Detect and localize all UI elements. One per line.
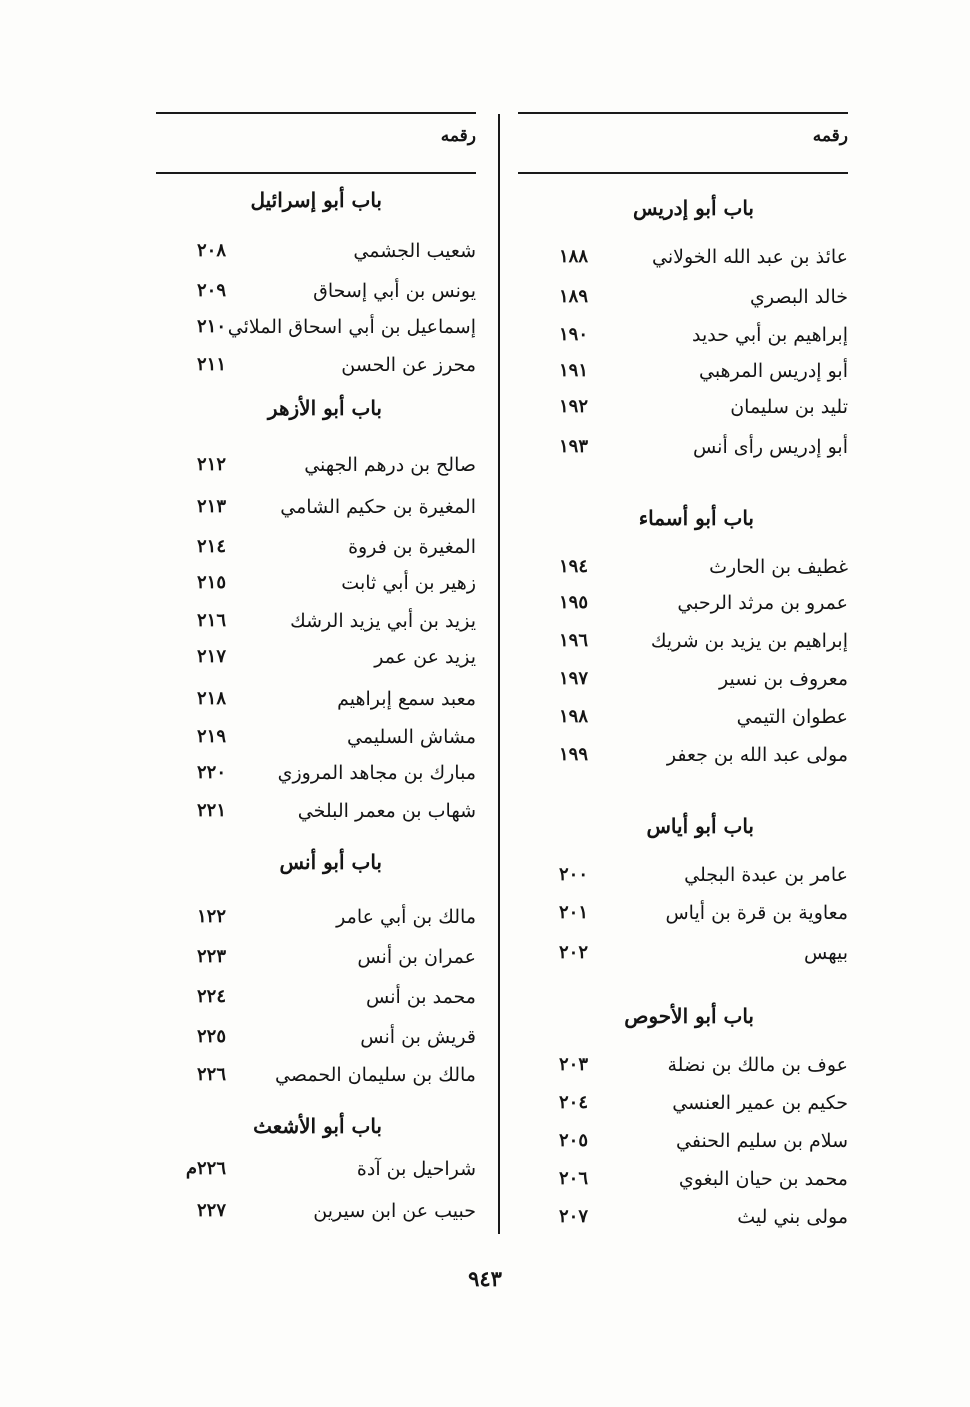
entry-name: يزيد عن عمر [374, 646, 476, 668]
section-heading-text: باب أبو أسماء [638, 506, 754, 530]
entry-name: محمد بن حيان البغوي [678, 1168, 848, 1190]
index-entry [518, 286, 848, 316]
entry-number: ١٩٨ [558, 706, 588, 727]
entry-name: مالك بن سليمان الحمصي [275, 1064, 476, 1086]
entry-name: مبارك بن مجاهد المروزي [277, 762, 476, 784]
entry-name: يزيد بن أبي يزيد الرشك [290, 610, 476, 632]
entry-name: أبو إدريس المرهبي [698, 360, 848, 382]
left-column [156, 112, 476, 1222]
entry-name: زهير بن أبي ثابت [341, 572, 476, 594]
entry-number: ٢٠٢ [558, 942, 588, 963]
entry-number: ٢٢١ [196, 800, 226, 821]
entry-number: ٢١٢ [196, 454, 226, 475]
column-header [156, 114, 476, 172]
header-rule [518, 172, 848, 174]
entry-number: ٢٠٥ [558, 1130, 588, 1151]
section-heading-text: باب أبو إدريس [632, 196, 754, 220]
index-entry [156, 536, 476, 566]
section-heading [518, 814, 848, 844]
entry-name: إبراهيم بن يزيد بن شريك [650, 630, 848, 652]
entry-name: حبيب عن ابن سيرين [313, 1200, 476, 1222]
entry-number: ٢٢٠ [196, 762, 226, 783]
entry-name: المغيرة بن فروة [348, 536, 476, 558]
entry-name: محرز عن الحسن [341, 354, 476, 376]
section-heading [518, 196, 848, 226]
entry-name: شعيب الجشمي [353, 240, 476, 262]
entry-number: ٢٢٧ [196, 1200, 226, 1221]
header-rule [156, 172, 476, 174]
entry-number: ٢١٨ [196, 688, 226, 709]
index-entry [156, 354, 476, 384]
entry-number: ٢٠٣ [558, 1054, 588, 1075]
index-entry [156, 1200, 476, 1230]
entry-number: ٢٢٦ [196, 1064, 226, 1085]
index-entry [518, 360, 848, 390]
entry-number: ٢١٠ [196, 316, 226, 337]
index-entry [518, 1206, 848, 1236]
index-entry [518, 436, 848, 466]
entry-name: عمرو بن مرثد الرحبي [677, 592, 848, 614]
section-heading-text: باب أبو أنس [279, 850, 382, 874]
entry-number: ٢٠٠ [558, 864, 588, 885]
section-heading-text: باب أبو إسرائيل [250, 188, 382, 212]
index-entry [518, 246, 848, 276]
entry-number: ٢٠٩ [196, 280, 226, 301]
right-column [518, 112, 848, 1228]
entry-name: تليد بن سليمان [730, 396, 848, 418]
entry-name: مالك بن أبي عامر [336, 906, 476, 928]
index-entry [518, 744, 848, 774]
entry-name: حكيم بن عمير العنسي [672, 1092, 848, 1114]
entry-name: معبد سمع إبراهيم [337, 688, 476, 710]
index-entry [518, 1130, 848, 1160]
entry-number: ١٨٩ [558, 286, 588, 307]
entry-number: ١٢٢ [196, 906, 226, 927]
index-entry [518, 902, 848, 932]
entry-name: محمد بن أنس [365, 986, 476, 1008]
entry-number: ٢١١ [196, 354, 226, 375]
entry-number: ١٩٤ [558, 556, 588, 577]
index-entry [518, 592, 848, 622]
section-heading [156, 850, 476, 880]
index-entry [518, 630, 848, 660]
entry-name: بيهس [803, 942, 848, 964]
page-number: ٩٤٣ [468, 1266, 502, 1291]
entry-number: ١٩٦ [558, 630, 588, 651]
column-header [518, 114, 848, 172]
section-heading [518, 506, 848, 536]
entry-number: ١٩١ [558, 360, 588, 381]
entry-name: عامر بن عبدة البجلي [684, 864, 848, 886]
entry-name: مشاش السليمي [346, 726, 476, 748]
index-entry [156, 572, 476, 602]
entry-number: ٢١٩ [196, 726, 226, 747]
entry-name: إسماعيل بن أبي اسحاق الملائي [227, 316, 476, 338]
index-entry [156, 688, 476, 718]
entry-number: ٢٠٨ [196, 240, 226, 261]
index-entry [518, 324, 848, 354]
index-entry [518, 556, 848, 586]
index-entry [518, 864, 848, 894]
index-entry [156, 496, 476, 526]
index-entry [156, 646, 476, 676]
entry-number: ٢١٧ [196, 646, 226, 667]
index-entry [156, 1064, 476, 1094]
entry-name: عطوان التيمي [736, 706, 848, 728]
index-entry [156, 240, 476, 270]
index-entry [518, 668, 848, 698]
section-heading-text: باب أبو الأشعث [253, 1114, 382, 1138]
entry-number: ٢٠٧ [558, 1206, 588, 1227]
entry-name: معاوية بن قرة بن أياس [665, 902, 848, 924]
entry-name: شراحيل بن آدة [356, 1158, 476, 1180]
index-entry [518, 942, 848, 972]
entry-number: ١٩٥ [558, 592, 588, 613]
index-entry [156, 610, 476, 640]
index-entry [518, 1054, 848, 1084]
entry-number: ٢٢٦م [185, 1158, 226, 1179]
entry-name: قريش بن أنس [360, 1026, 476, 1048]
entry-name: مولى عبد الله بن جعفر [666, 744, 848, 766]
index-entry [518, 706, 848, 736]
entry-name: إبراهيم بن أبي حديد [692, 324, 848, 346]
entry-name: المغيرة بن حكيم الشامي [280, 496, 476, 518]
entry-number: ١٩٧ [558, 668, 588, 689]
entry-number: ٢٠٦ [558, 1168, 588, 1189]
entry-name: صالح بن درهم الجهني [304, 454, 476, 476]
section-heading-text: باب أبو أياس [646, 814, 754, 838]
entry-name: شهاب بن معمر البلخي [297, 800, 476, 822]
entry-name: سلام بن سليم الحنفي [676, 1130, 848, 1152]
index-entry [156, 726, 476, 756]
entry-name: يونس بن أبي إسحاق [313, 280, 476, 302]
entry-number: ٢٢٣ [196, 946, 226, 967]
section-heading-text: باب أبو الأزهر [267, 396, 382, 420]
entry-number: ٢٠٤ [558, 1092, 588, 1113]
number-header-label: رقمه [440, 126, 476, 146]
entry-name: معروف بن نسير [719, 668, 848, 690]
entry-number: ٢١٤ [196, 536, 226, 557]
entry-name: مولى بني ليث [737, 1206, 848, 1228]
index-entry [156, 454, 476, 484]
index-entry [156, 800, 476, 830]
index-entry [156, 316, 476, 346]
entry-number: ٢١٣ [196, 496, 226, 517]
entry-number: ٢١٥ [196, 572, 226, 593]
entry-number: ٢٢٥ [196, 1026, 226, 1047]
index-entry [518, 396, 848, 426]
entry-name: غطيف بن الحارث [709, 556, 848, 578]
index-entry [518, 1168, 848, 1198]
entry-name: عوف بن مالك بن نضلة [667, 1054, 848, 1076]
index-entry [518, 1092, 848, 1122]
entry-name: أبو إدريس رأى أنس [692, 436, 848, 458]
entry-number: ٢١٦ [196, 610, 226, 631]
section-heading [156, 396, 476, 426]
section-heading [156, 188, 476, 218]
index-entry [156, 906, 476, 936]
entry-number: ١٨٨ [558, 246, 588, 267]
index-entry [156, 946, 476, 976]
index-entry [156, 280, 476, 310]
column-divider [498, 114, 500, 1234]
entry-number: ٢٠١ [558, 902, 588, 923]
entry-number: ١٩٢ [558, 396, 588, 417]
index-entry [156, 762, 476, 792]
entry-number: ١٩٩ [558, 744, 588, 765]
entry-number: ١٩٣ [558, 436, 588, 457]
section-heading-text: باب أبو الأحوص [624, 1004, 754, 1028]
entry-number: ١٩٠ [558, 324, 588, 345]
section-heading [156, 1114, 476, 1144]
number-header-label: رقمه [812, 126, 848, 146]
index-entry [156, 986, 476, 1016]
entry-name: خالد البصري [750, 286, 848, 308]
entry-name: عمران بن أنس [357, 946, 476, 968]
entry-name: عائذ بن عبد الله الخولاني [652, 246, 848, 268]
section-heading [518, 1004, 848, 1034]
index-entry [156, 1026, 476, 1056]
index-entry [156, 1158, 476, 1188]
entry-number: ٢٢٤ [196, 986, 226, 1007]
